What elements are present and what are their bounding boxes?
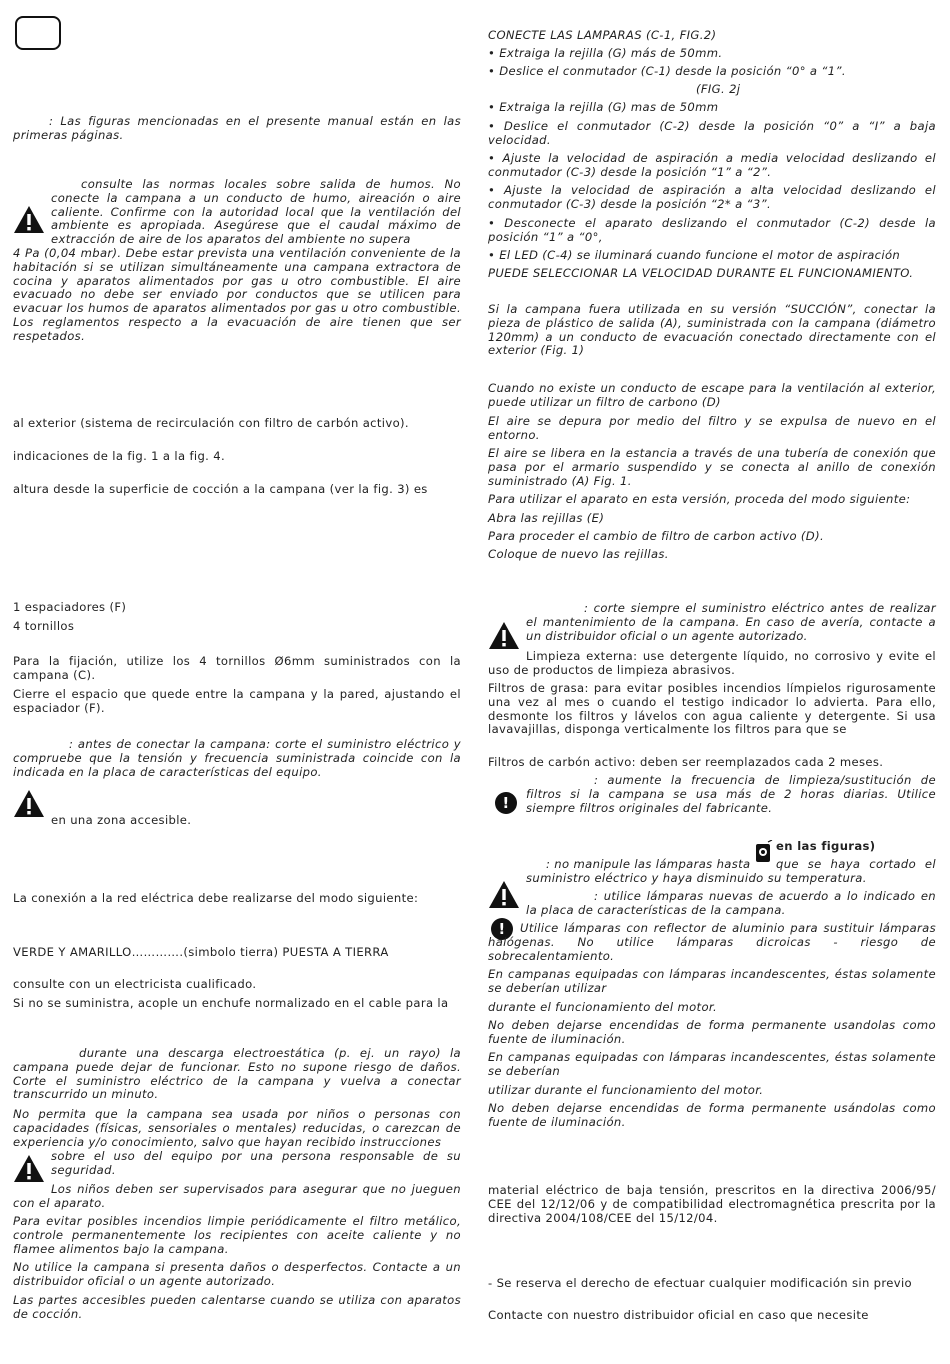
cleaning-frequency-text: : aumente la frecuencia de limpieza/sustitución de filtros si la campana se usa más de 2 horas diarias. Utilice siempre filtros originales del fabricante. [526, 773, 936, 815]
modification-rights-text: - Se reserva el derecho de efectuar cualquier modificación sin previo [488, 1276, 912, 1290]
exclamation-icon: ! [491, 918, 513, 940]
smoke-regulations-text: consulte las normas locales sobre salida de humos. No conecte la campana a un conducto de humo, aireación o aire caliente. Confirme con la autoridad local que la ventilación del ambiente es apropiada. Asegúrese que el caudal máximo de extracción de aire de los aparatos del ambiente no supera [51, 177, 461, 247]
recirculation-text: al exterior (sistema de recirculación con filtro de carbón activo). [13, 416, 409, 430]
accessible-zone-text: en una zona accesible. [51, 813, 192, 827]
open-grilles-text: Abra las rejillas (E) [488, 511, 605, 525]
carbon-filter-text: Cuando no existe un conducto de escape para la ventilación al exterior, puede utilizar un filtro de carbono (D) [488, 381, 936, 409]
warning-triangle-icon [13, 205, 45, 234]
supervision-text: sobre el uso del equipo por una persona responsable de su seguridad. [51, 1149, 461, 1177]
step-switch-c2: • Deslice el conmutador (C-2) desde la posición “0” a “I” a baja velocidad. [488, 119, 936, 147]
directive-text: material eléctrico de baja tensión, prescritos en la directiva 2006/95/ CEE del 12/12/06 y de compatibilidad electromagnética prescrita por la directiva 2004/108/CEE del 15/12/04. [488, 1183, 936, 1225]
step-high-speed: • Ajuste la velocidad de aspiración a alta velocidad deslizando el conmutador (C-3) desde la posición “2* a “3”. [488, 183, 936, 211]
lamps-figures-heading: en las figuras) [776, 839, 876, 853]
height-text: altura desde la superficie de cocción a la campana (ver la fig. 3) es [13, 482, 428, 496]
warning-triangle-icon [488, 621, 520, 650]
step-grille-1: • Extraiga la rejilla (G) más de 50mm. [488, 46, 723, 60]
suction-version-text: Si la campana fuera utilizada en su versión “SUCCIÓN”, conectar la pieza de plástico de salida (A), suministrada con la campana (diámetro 120mm) a un conducto de evacuación conectado directamente con el exterior (Fig. 1) [488, 302, 936, 358]
step-led: • El LED (C-4) se iluminará cuando funcione el motor de aspiración [488, 248, 901, 262]
incandescent-text-1: En campanas equipadas con lámparas incandescentes, éstas solamente se deberían utilizar [488, 967, 936, 995]
replace-grilles-text: Coloque de nuevo las rejillas. [488, 547, 669, 561]
new-lamps-text: : utilice lámparas nuevas de acuerdo a lo indicado en la placa de características de la campana. [526, 889, 936, 917]
ventilation-text: 4 Pa (0,04 mbar). Debe estar prevista una ventilación conveniente de la habitación si se utilizan simultáneamente una campana extractora de cocina y aparatos alimentados por gas u otro combustible. El aire evacuado no debe ser enviado por conductos que se utilicen para evacuar los humos de aparatos alimentados por gas u otro combustible. Los reglamentos respecto a la evacuación de aire tienen que ser respetados. [13, 246, 461, 343]
aluminum-reflector-text: Utilice lámparas con reflector de aluminio para sustituir lámparas halógenas. No utilice lámparas dicroicas - riesgo de sobrecalentamiento. [488, 921, 936, 963]
no-permanent-text-2: No deben dejarse encendidas de forma permanente usándolas como fuente de iluminación. [488, 1101, 936, 1129]
warning-triangle-icon [13, 1154, 45, 1183]
hot-parts-text: Las partes accesibles pueden calentarse cuando se utiliza con aparatos de cocción. [13, 1293, 461, 1321]
step-medium-speed: • Ajuste la velocidad de aspiración a media velocidad deslizando el conmutador (C-3) desde la posición “1” a “2”. [488, 151, 936, 179]
fire-prevention-text: Para evitar posibles incendios limpie periódicamente el filtro metálico, controle permanentemente los recipientes con aceite caliente y no flamee alimentos bajo la campana. [13, 1214, 461, 1256]
air-release-text: El aire se libera en la estancia a través de una tubería de conexión que pasa por el armario suspendido y se conecta al anillo de conexión suministrado (A) Fig. 1. [488, 446, 936, 488]
spacers-item: 1 espaciadores (F) [13, 600, 127, 614]
incandescent-text-2: En campanas equipadas con lámparas incandescentes, éstas solamente se deberían [488, 1050, 936, 1078]
lamp-handling-text: : no manipule las lámparas hasta [546, 857, 751, 871]
figure-instructions-text: indicaciones de la fig. 1 a la fig. 4. [13, 449, 226, 463]
speed-select-note: PUEDE SELECCIONAR LA VELOCIDAD DURANTE EL FUNCIONAMIENTO. [488, 266, 914, 280]
step-grille-2: • Extraiga la rejilla (G) mas de 50mm [488, 100, 719, 114]
electrical-warning-text: : antes de conectar la campana: corte el suministro eléctrico y compruebe que la tensión y frecuencia suministrada coincide con la indicada en la placa de características del equipo. [13, 737, 461, 779]
motor-operation-text-1: durante el funcionamiento del motor. [488, 1000, 717, 1014]
damage-text: No utilice la campana si presenta daños o desperfectos. Contacte a un distribuidor oficial o un agente autorizado. [13, 1260, 461, 1288]
warning-triangle-icon [488, 880, 520, 909]
children-play-text: Los niños deben ser supervisados para asegurar que no jueguen con el aparato. [13, 1182, 461, 1210]
electrostatic-text: durante una descarga electroestática (p. ej. un rayo) la campana puede dejar de funcionar. Esto no supone riesgo de daños. Corte el suministro eléctrico de la campana y vuelva a conectar transcurrido un minuto. [13, 1046, 461, 1102]
mains-connection-text: La conexión a la red eléctrica debe realizarse del modo siguiente: [13, 891, 419, 905]
no-permanent-text-1: No deben dejarse encendidas de forma permanente usandolas como fuente de iluminación. [488, 1018, 936, 1046]
earth-wire-text: VERDE Y AMARILLO………….(simbolo tierra) PUESTA A TIERRA [13, 945, 389, 959]
change-filter-text: Para proceder el cambio de filtro de carbon activo (D). [488, 529, 824, 543]
language-flag-box [15, 16, 61, 50]
plug-text: Si no se suministra, acople un enchufe normalizado en el cable para la [13, 996, 449, 1010]
contact-distributor-text: Contacte con nuestro distribuidor oficial en caso que necesite [488, 1308, 869, 1322]
external-cleaning-text: Limpieza externa: use detergente líquido, no corrosivo y evite el uso de productos de limpieza abrasivos. [488, 649, 936, 677]
lamps-heading: CONECTE LAS LAMPARAS (C-1, FIG.2) [488, 28, 717, 42]
maintenance-warning: : corte siempre el suministro eléctrico antes de realizar el mantenimiento de la campana. En caso de avería, contacte a un distribuidor oficial o un agente autorizado. [526, 601, 936, 643]
procedure-text: Para utilizar el aparato en esta versión, proceda del modo siguiente: [488, 492, 911, 506]
exclamation-icon: ! [495, 792, 517, 814]
step-switch-c1: • Deslice el conmutador (C-1) desde la posición “0° a “1”. [488, 64, 846, 78]
fig-ref: (FIG. 2j [696, 82, 741, 96]
screws-item: 4 tornillos [13, 619, 75, 633]
warning-triangle-icon [13, 789, 45, 818]
step-disconnect: • Desconecte el aparato deslizando el conmutador (C-2) desde la posición “1” a “0°, [488, 216, 936, 244]
spacer-adjust-text: Cierre el espacio que quede entre la campana y la pared, ajustando el espaciador (F). [13, 687, 461, 715]
grease-filter-text: Filtros de grasa: para evitar posibles incendios límpielos rigurosamente una vez al mes o cuando el testigo indicador lo advierta. Para ello, desmonte los filtros y lávelos con agua caliente y detergente. Si usa lavavajillas, disponga verticalmente los filtros para que se [488, 681, 936, 737]
figures-note: : Las figuras mencionadas en el presente manual están en las primeras páginas. [13, 114, 461, 142]
air-purify-text: El aire se depura por medio del filtro y se expulsa de nuevo en el entorno. [488, 414, 936, 442]
motor-operation-text-2: utilizar durante el funcionamiento del motor. [488, 1083, 764, 1097]
lamp-cooldown-text: que se haya cortado el suministro eléctrico y haya disminuido su temperatura. [526, 857, 936, 885]
electrician-text: consulte con un electricista cualificado. [13, 977, 257, 991]
carbon-replace-text: Filtros de carbón activo: deben ser reemplazados cada 2 meses. [488, 755, 884, 769]
children-persons-text: No permita que la campana sea usada por niños o personas con capacidades (físicas, sensoriales o mentales) reducidas, o carezcan de experiencia y/o conocimiento, salvo que hayan recibido instrucciones [13, 1107, 461, 1149]
fixing-text: Para la fijación, utilize los 4 tornillos Ø6mm suministrados con la campana (C). [13, 654, 461, 682]
